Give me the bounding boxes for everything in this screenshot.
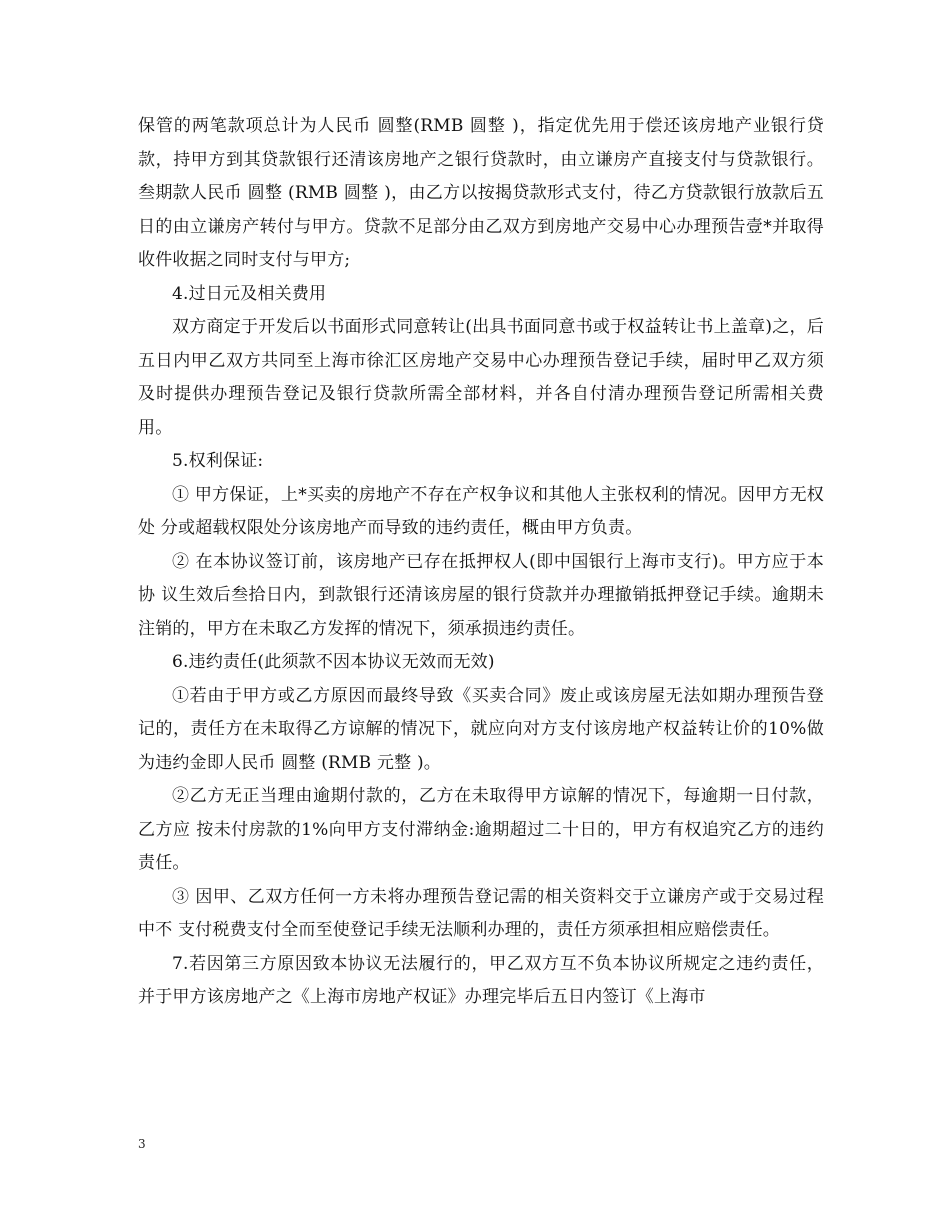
document-body bbox=[138, 110, 824, 1015]
paragraph-breach-3: ③ 因甲、乙双方任何一方未将办理预告登记需的相关资料交于立谦房产或于交易过程中不 支付税费支付全而至使登记手续无法顺利办理的，责任方须承担相应赔偿责任。 bbox=[138, 886, 824, 940]
paragraph-payment-terms: 保管的两笔款项总计为人民币 圆整(RMB 圆整 )，指定优先用于偿还该房地产业银行贷款，持甲方到其贷款银行还清该房地产之银行贷款时，由立谦房产直接支付与贷款银行。叁期款人民币 圆整 (RMB 圆整 )，由乙方以按揭贷款形式支付，待乙方贷款银行放款后五日的由立谦房产转付与甲方。贷款不足部分由乙双方到房地产交易中心办理预告壹*并取得收件收据之同时支付与甲方; bbox=[138, 116, 824, 270]
section-heading-5: 5.权利保证: bbox=[172, 451, 264, 471]
paragraph-registration: 双方商定于开发后以书面形式同意转让(出具书面同意书或于权益转让书上盖章)之，后五日内甲乙双方共同至上海市徐汇区房地产交易中心办理预告登记手续，届时甲乙双方须及时提供办理预告登记及银行贷款所需全部材料，并各自付清办理预告登记所需相关费用。 bbox=[138, 317, 824, 438]
section-heading-6: 6.违约责任(此须款不因本协议无效而无效) bbox=[172, 652, 495, 672]
paragraph-breach-1: ①若由于甲方或乙方原因而最终导致《买卖合同》废止或该房屋无法如期办理预告登记的，责任方在未取得乙方谅解的情况下，就应向对方支付该房地产权益转让价的10%做为违约金即人民币 圆整 (RMB 元整 )。 bbox=[138, 685, 824, 773]
paragraph-warranty-2: ② 在本协议签订前，该房地产已存在抵押权人(即中国银行上海市支行)。甲方应于本协 议生效后叁拾日内，到款银行还清该房屋的银行贷款并办理撤销抵押登记手续。逾期未注销的，甲方在未取乙方发挥的情况下，须承损违约责任。 bbox=[138, 551, 824, 639]
paragraph-clause-7: 7.若因第三方原因致本协议无法履行的，甲乙双方互不负本协议所规定之违约责任，并于甲方该房地产之《上海市房地产权证》办理完毕后五日内签订《上海市 bbox=[138, 953, 824, 1007]
paragraph-breach-2: ②乙方无正当理由逾期付款的，乙方在未取得甲方谅解的情况下，每逾期一日付款，乙方应 按未付房款的1%向甲方支付滞纳金:逾期超过二十日的，甲方有权追究乙方的违约责任。 bbox=[138, 786, 824, 873]
page-number: 3 bbox=[138, 1137, 146, 1151]
section-heading-4: 4.过日元及相关费用 bbox=[172, 283, 327, 304]
paragraph-warranty-1: ① 甲方保证，上*买卖的房地产不存在产权争议和其他人主张权利的情况。因甲方无权处 分或超载权限处分该房地产而导致的违约责任，概由甲方负责。 bbox=[138, 484, 824, 538]
